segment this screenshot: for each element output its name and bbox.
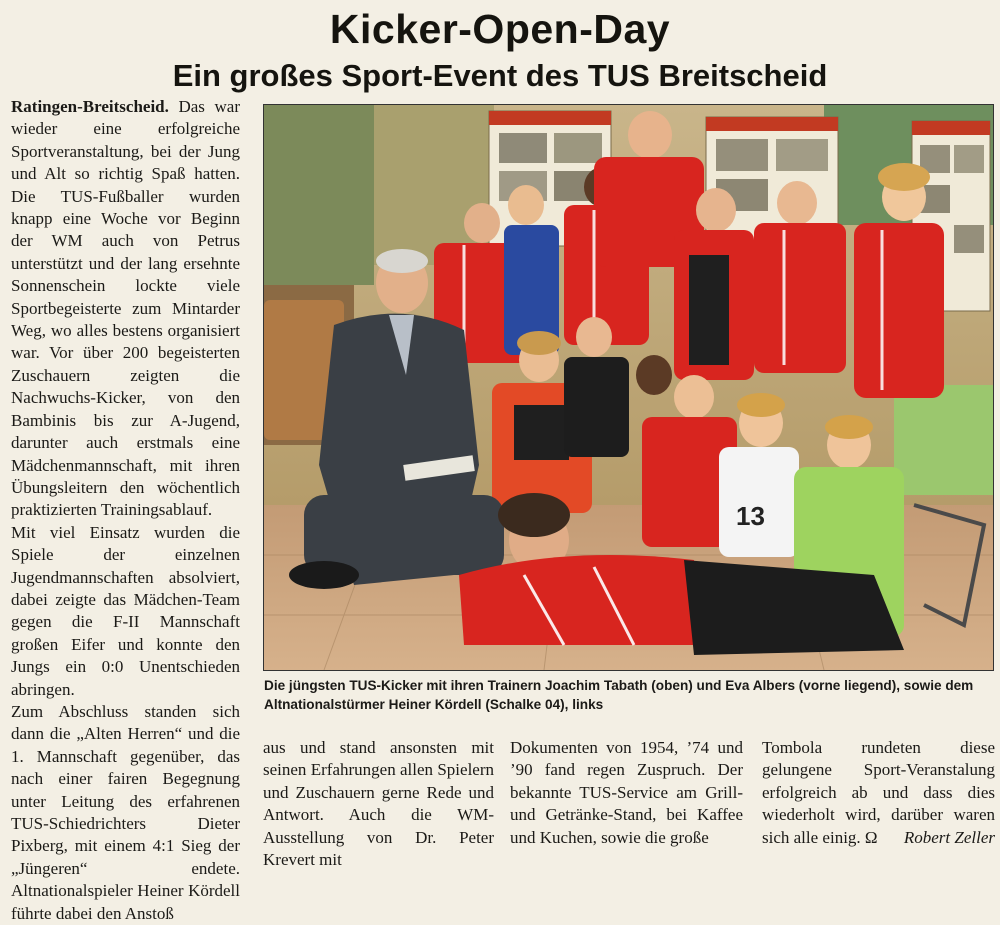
page-title: Kicker-Open-Day xyxy=(329,6,671,52)
author-name: Robert Zeller xyxy=(903,827,995,847)
team-photo-illustration xyxy=(264,105,993,670)
team-photo xyxy=(263,104,994,671)
column-4-text xyxy=(762,737,995,849)
photo-caption: Die jüngsten TUS-Kicker mit ihren Trainern Joachim Tabath (oben) und Eva Albers (vorne liegend), sowie dem Altnationalstürmer Heiner Kördell (Schalke 04), links xyxy=(264,678,974,712)
paragraph-3: Zum Abschluss standen sich dann die „Alten Herren“ und die 1. Mannschaft gegenüber, das nach einer fairen Begegnung unter Leitung des erfahrenen TUS-Schiedrichters Dieter Pixberg, mit einem 4:1 Sieg der „Jüngeren“ endete. Altnationalspieler Heiner Kördell führte dabei den Anstoß xyxy=(11,701,240,923)
article-column-2 xyxy=(263,737,494,871)
column-4-body: Tombola rundeten diese gelungene Sport-Veranstalung erfolgreich ab und dass dies wiederholt wird, darüber waren sich alle einig. Ω xyxy=(762,738,995,847)
article-column-3 xyxy=(510,737,743,849)
dateline: Ratingen-Breitscheid. xyxy=(11,97,169,116)
paragraph-1 xyxy=(11,96,240,522)
jersey-number: 13 xyxy=(736,501,765,531)
column-3-text: Dokumenten von 1954, ’74 und ’90 fand regen Zuspruch. Der bekannte TUS-Service am Grill- und Getränke-Stand, bei Kaffee und Kuchen, sowie die große xyxy=(510,738,743,847)
paragraph-2: Mit viel Einsatz wurden die Spiele der einzelnen Jugendmannschaften absolviert, dabei zeigte das Mädchen-Team gegen die F-II Mannschaft großen Eifer und konnte den Jungs ein 0:0 Unentschieden abringen. xyxy=(11,522,240,699)
paragraph-1-text: Das war wieder eine erfolgreiche Sportveranstaltung, bei der Jung und Alt so richtig Spaß hatten. Die TUS-Fußballer wurden knapp eine Woche vor Beginn der WM auch von Petrus unterstützt und der lang ersehnte Sonnenschein lockte viele Sportbegeisterte zum Mintarder Weg, wo alles bestens organisiert war. Vor über 200 begeisterten Zuschauern zeigten die Nachwuchs-Kicker, von den Bambinis bis zur A-Jugend, darunter auch erstmals eine Mädchenmannschaft, mit ihren Übungsleitern den wöchentlich praktizierten Trainingsablauf. xyxy=(11,97,241,520)
page-subtitle: Ein großes Sport-Event des TUS Breitscheid xyxy=(172,58,828,93)
article-column-4 xyxy=(762,737,995,849)
article-column-1 xyxy=(11,96,240,925)
column-2-text: aus und stand ansonsten mit seinen Erfahrungen allen Spielern und Zuschauern gerne Rede und Antwort. Auch die WM-Ausstellung von Dr. Peter Krevert mit xyxy=(263,738,494,870)
